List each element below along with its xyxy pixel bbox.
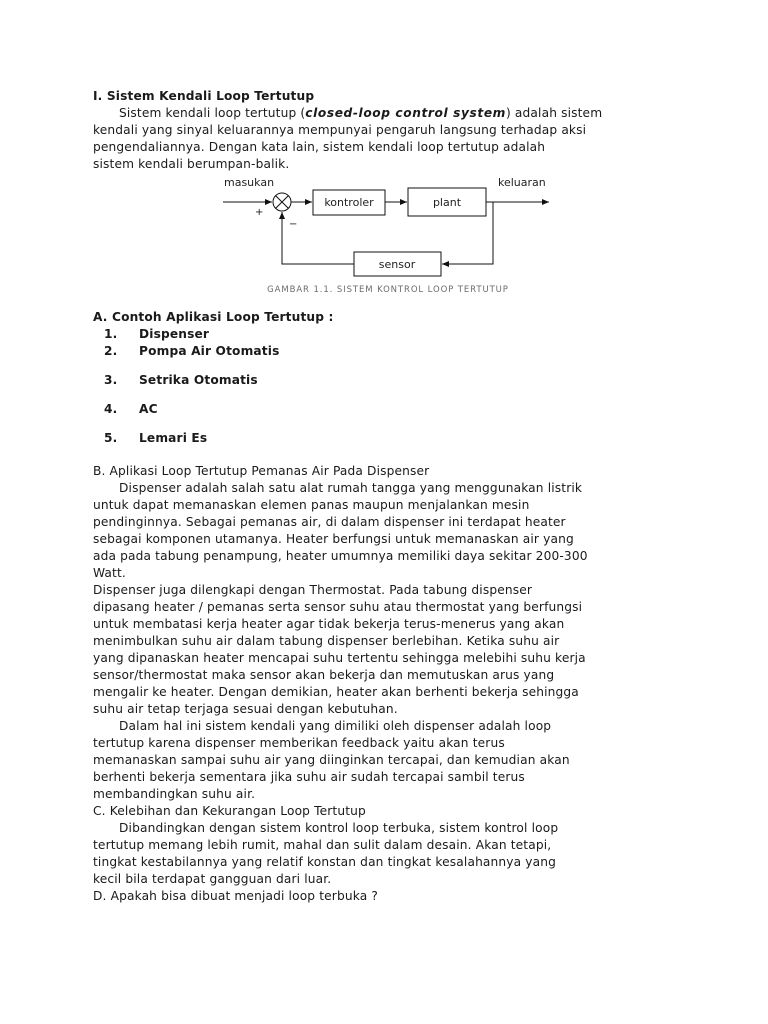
section-b-para2-line: mengalir ke heater. Dengan demikian, heater akan berhenti bekerja sehingga — [93, 685, 579, 699]
section-c-line: kecil bila terdapat gangguan dari luar. — [93, 872, 332, 886]
document-page — [93, 88, 683, 905]
section-c-heading: C. Kelebihan dan Kekurangan Loop Tertutup — [93, 804, 366, 818]
list-item-number: 2. — [104, 344, 118, 358]
section-1-heading: I. Sistem Kendali Loop Tertutup — [93, 89, 315, 103]
section-c-line: Dibandingkan dengan sistem kontrol loop terbuka, sistem kontrol loop — [119, 821, 559, 835]
section-b-para3-line: Dalam hal ini sistem kendali yang dimiliki oleh dispenser adalah loop — [119, 719, 552, 733]
intro-post: ) adalah sistem — [505, 106, 603, 120]
block-diagram-svg — [93, 175, 683, 281]
section-d-heading: D. Apakah bisa dibuat menjadi loop terbuka ? — [93, 889, 378, 903]
section-c-line: tingkat kestabilannya yang relatif konstan dan tingkat kesalahannya yang — [93, 855, 557, 869]
section-1-line: kendali yang sinyal keluarannya mempunyai pengaruh langsung terhadap aksi — [93, 123, 587, 137]
intro-term: closed-loop control system — [305, 106, 506, 120]
minus-sign: − — [289, 219, 298, 230]
list-item-label: Lemari Es — [139, 431, 208, 445]
section-b-para2-line: menimbulkan suhu air dalam tabung dispenser berlebihan. Ketika suhu air — [93, 634, 560, 648]
list-item — [93, 366, 683, 395]
section-b-para1-line: untuk dapat memanaskan elemen panas maupun menjalankan mesin — [93, 498, 530, 512]
section-b-para3-line: memanaskan sampai suhu air yang diinginkan tercapai, dan kemudian akan — [93, 753, 570, 767]
section-b-para3-line: tertutup karena dispenser memberikan feedback yaitu akan terus — [93, 736, 505, 750]
plant-label: plant — [432, 196, 462, 209]
section-b-para3-line: berhenti bekerja sementara jika suhu air sudah tercapai sambil terus — [93, 770, 525, 784]
list-item-number: 1. — [104, 327, 118, 341]
section-b-para1-line: Dispenser adalah salah satu alat rumah tangga yang menggunakan listrik — [119, 481, 583, 495]
section-b-para2-line: suhu air tetap terjaga sesuai dengan kebutuhan. — [93, 702, 398, 716]
plus-sign: + — [255, 207, 264, 218]
list-item — [93, 424, 683, 453]
section-b-para2-line: yang dipanaskan heater mencapai suhu tertentu sehingga melebihi suhu kerja — [93, 651, 586, 665]
section-a-heading: A. Contoh Aplikasi Loop Tertutup : — [93, 310, 334, 324]
list-item-number: 4. — [104, 402, 118, 416]
section-b-para3-line: membandingkan suhu air. — [93, 787, 256, 801]
section-b-para2-line: sensor/thermostat maka sensor akan bekerja dan memutuskan arus yang — [93, 668, 555, 682]
list-item — [93, 326, 683, 343]
section-c-line: tertutup memang lebih rumit, mahal dan sulit dalam desain. Akan tetapi, — [93, 838, 552, 852]
list-item-label: Pompa Air Otomatis — [139, 344, 280, 358]
list-item-label: Setrika Otomatis — [139, 373, 258, 387]
controller-label: kontroler — [324, 196, 374, 209]
section-b-para1-line: sebagai komponen utamanya. Heater berfungsi untuk memanaskan air yang — [93, 532, 574, 546]
list-item-number: 3. — [104, 373, 118, 387]
section-1-intro — [93, 105, 683, 122]
section-b-para2-line: untuk membatasi kerja heater agar tidak bekerja terus-menerus yang akan — [93, 617, 565, 631]
list-item-label: AC — [139, 402, 158, 416]
list-item-label: Dispenser — [139, 327, 210, 341]
list-item-number: 5. — [104, 431, 118, 445]
section-1-line: pengendaliannya. Dengan kata lain, sistem kendali loop tertutup adalah — [93, 140, 546, 154]
summing-junction — [273, 193, 291, 211]
list-item — [93, 343, 683, 360]
input-label: masukan — [224, 176, 275, 189]
section-1-line: sistem kendali berumpan-balik. — [93, 157, 290, 171]
section-b-para1-line: pendinginnya. Sebagai pemanas air, di dalam dispenser ini terdapat heater — [93, 515, 566, 529]
closed-loop-block-diagram — [93, 175, 683, 281]
section-b-heading: B. Aplikasi Loop Tertutup Pemanas Air Pada Dispenser — [93, 464, 430, 478]
section-b-para1-line: Watt. — [93, 566, 126, 580]
section-b-para2-line: dipasang heater / pemanas serta sensor suhu atau thermostat yang berfungsi — [93, 600, 583, 614]
intro-pre: Sistem kendali loop tertutup ( — [119, 106, 306, 120]
list-item — [93, 395, 683, 424]
application-list — [93, 326, 683, 453]
section-b-para2-line: Dispenser juga dilengkapi dengan Thermostat. Pada tabung dispenser — [93, 583, 533, 597]
sensor-label: sensor — [378, 258, 416, 271]
section-b-para1-line: ada pada tabung penampung, heater umumnya memiliki daya sekitar 200-300 — [93, 549, 588, 563]
output-label: keluaran — [498, 176, 546, 189]
diagram-caption: GAMBAR 1.1. SISTEM KONTROL LOOP TERTUTUP — [267, 285, 509, 295]
